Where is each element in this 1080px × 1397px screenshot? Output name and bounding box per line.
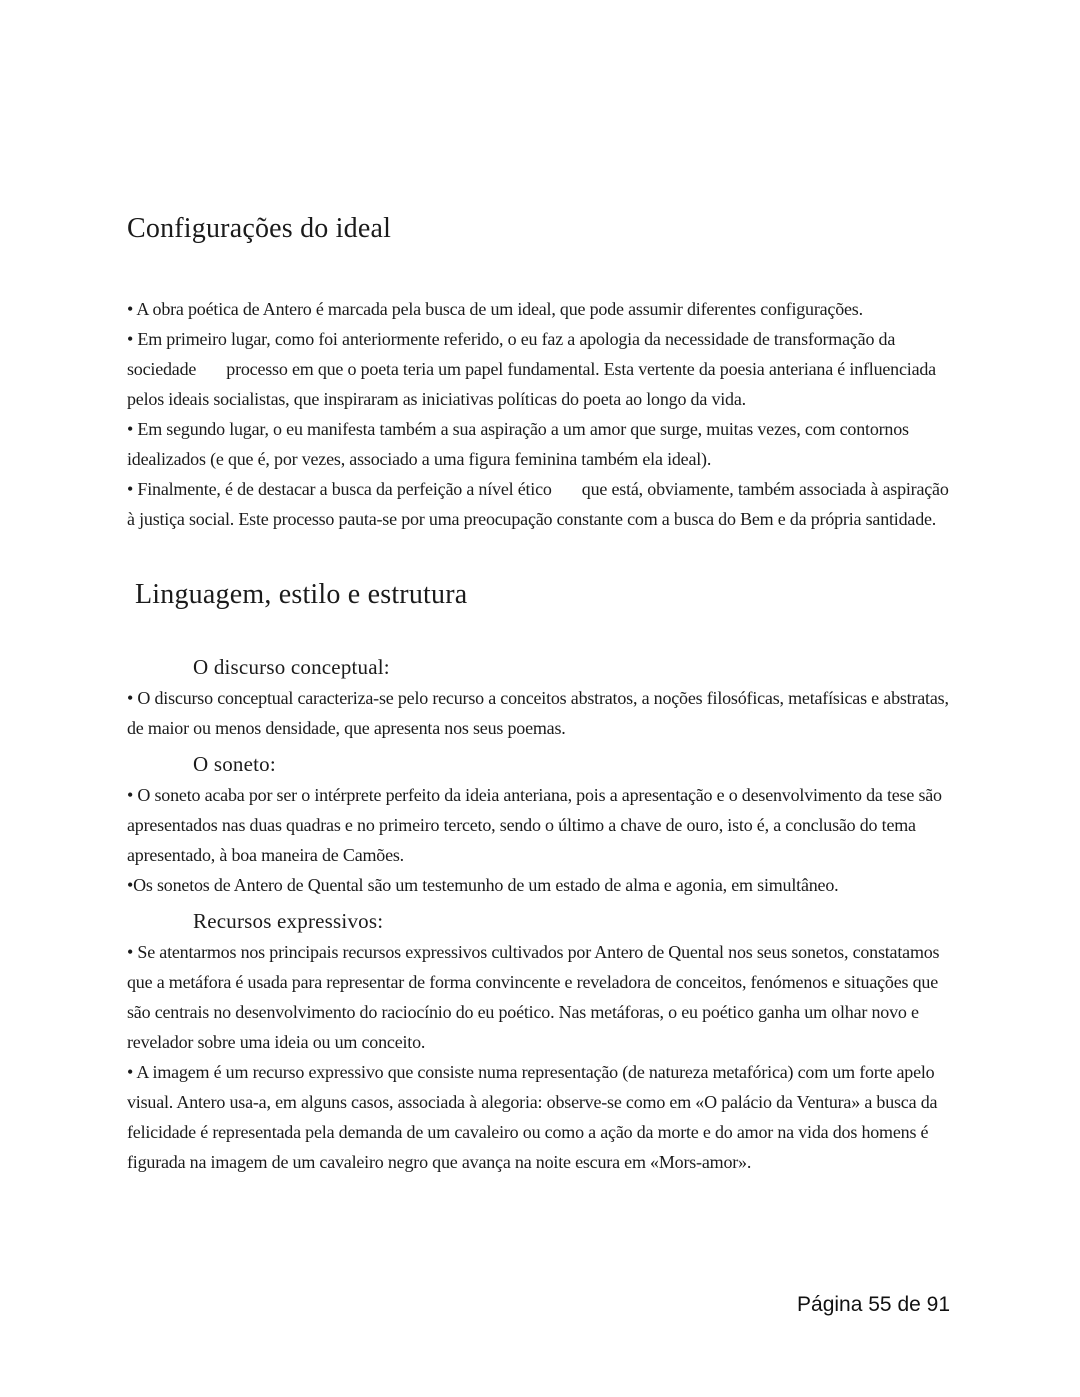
section-linguagem-body <box>127 652 954 1177</box>
bullet-paragraph: • O soneto acaba por ser o intérprete perfeito da ideia anteriana, pois a apresentação e o desenvolvimento da tese são apresentados nas duas quadras e no primeiro terceto, sendo o último a chave de ouro, isto é, a conclusão do tema apresentado, à boa maneira de Camões. <box>127 785 942 865</box>
subsection-title-recursos-expressivos: Recursos expressivos: <box>193 909 384 933</box>
bullet-paragraph: • O discurso conceptual caracteriza-se pelo recurso a conceitos abstratos, a noções filosóficas, metafísicas e abstratas, de maior ou menos densidade, que apresenta nos seus poemas. <box>127 688 949 738</box>
bullet-paragraph: •Os sonetos de Antero de Quental são um testemunho de um estado de alma e agonia, em simultâneo. <box>127 875 839 895</box>
document-content <box>127 0 954 1177</box>
bullet-paragraph: • Se atentarmos nos principais recursos expressivos cultivados por Antero de Quental nos seus sonetos, constatamos que a metáfora é usada para representar de forma convincente e reveladora de conceitos, fenómenos e situações que são centrais no desenvolvimento do raciocínio do eu poético. Nas metáforas, o eu poético ganha um olhar novo e revelador sobre uma ideia ou um conceito. <box>127 942 940 1052</box>
bullet-paragraph: • Em primeiro lugar, como foi anteriormente referido, o eu faz a apologia da necessidade de transformação da sociedade processo em que o poeta teria um papel fundamental. Esta vertente da poesia anteriana é influenciada pelos ideais socialistas, que inspiraram as iniciativas políticas do poeta ao longo da vida. <box>127 329 936 409</box>
section-title-configuracoes-do-ideal: Configurações do ideal <box>127 213 392 244</box>
bullet-paragraph: • Em segundo lugar, o eu manifesta também a sua aspiração a um amor que surge, muitas vezes, com contornos idealizados (e que é, por vezes, associado a uma figura feminina também ela ideal). <box>127 419 909 469</box>
section-configuracoes-body <box>127 294 954 534</box>
bullet-paragraph: • A imagem é um recurso expressivo que consiste numa representação (de natureza metafórica) com um forte apelo visual. Antero usa-a, em alguns casos, associada à alegoria: observe-se como em «O palácio da Ventura» a busca da felicidade é representada pela demanda de um cavaleiro ou como a ação da morte e do amor na vida dos homens é figurada na imagem de um cavaleiro negro que avança na noite escura em «Mors-amor». <box>127 1062 938 1172</box>
section-title-linguagem-estilo-estrutura: Linguagem, estilo e estrutura <box>135 579 468 610</box>
subsection-title-discurso-conceptual: O discurso conceptual: <box>193 655 390 679</box>
page-number: Página 55 de 91 <box>797 1293 950 1316</box>
subsection-title-soneto: O soneto: <box>193 752 276 776</box>
bullet-paragraph: • A obra poética de Antero é marcada pela busca de um ideal, que pode assumir diferentes configurações. <box>127 299 863 319</box>
bullet-paragraph: • Finalmente, é de destacar a busca da perfeição a nível ético que está, obviamente, também associada à aspiração à justiça social. Este processo pauta-se por uma preocupação constante com a busca do Bem e da própria santidade. <box>127 479 949 529</box>
